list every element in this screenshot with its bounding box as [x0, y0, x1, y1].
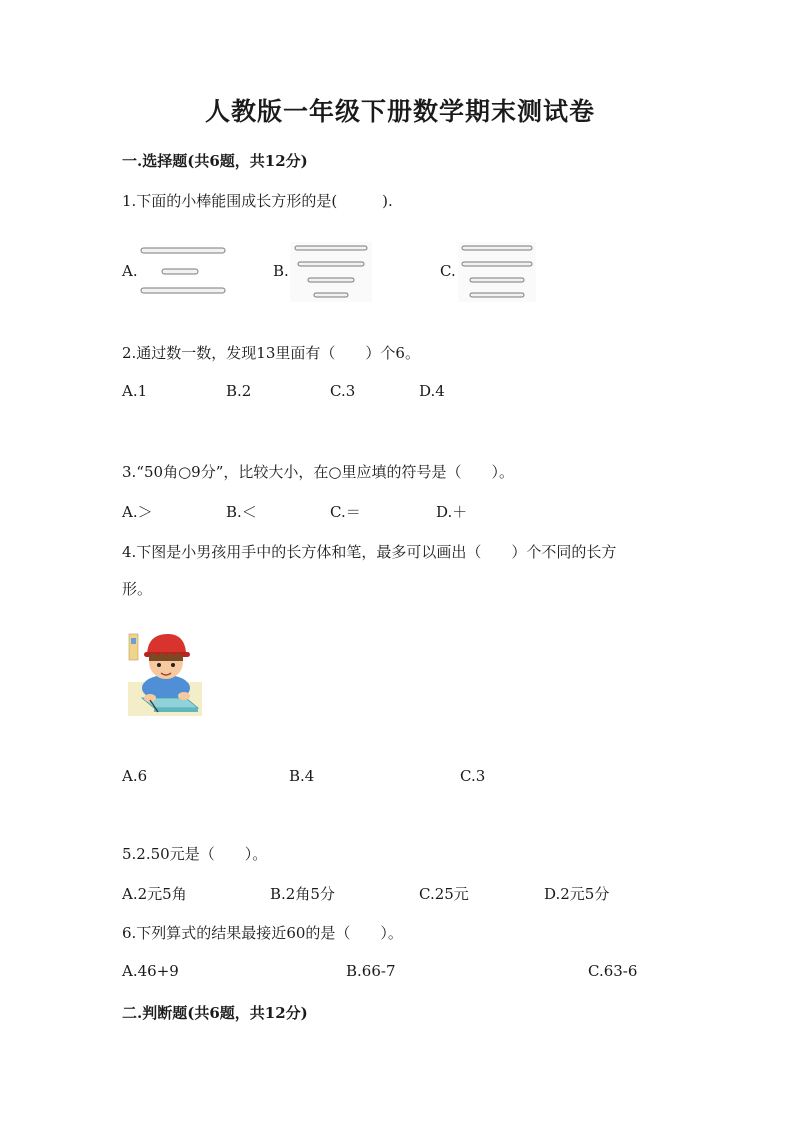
q5-option-c: C.25元: [419, 885, 469, 903]
q1-option-a-label: A.: [122, 262, 138, 280]
q1-option-c-label: C.: [440, 262, 456, 280]
q2-option-d: D.4: [419, 382, 445, 400]
q5-option-a: A.2元5角: [122, 885, 187, 903]
question-5: 5.2.50元是（ ）。: [122, 845, 268, 863]
question-6: 6.下列算式的结果最接近60的是（ ）。: [122, 924, 403, 942]
question-3: 3.“50角○9分”，比较大小，在○里应填的符号是（ ）。: [122, 463, 514, 481]
sticks-figure-a: [138, 244, 228, 298]
question-1: 1.下面的小棒能围成长方形的是( ).: [122, 192, 393, 210]
question-4-line-2: 形。: [122, 580, 153, 598]
q3-option-d: D.＋: [436, 503, 468, 521]
q3-option-a: A.＞: [122, 503, 153, 521]
q1-option-b-label: B.: [273, 262, 289, 280]
q2-option-a: A.1: [122, 382, 148, 400]
q5-option-b: B.2角5分: [270, 885, 335, 903]
section-choice-heading: 一.选择题(共6题，共12分): [122, 152, 308, 170]
q5-option-d: D.2元5分: [544, 885, 610, 903]
q4-option-c: C.3: [460, 767, 486, 785]
q6-option-c: C.63-6: [588, 962, 638, 980]
q3-option-b: B.＜: [226, 503, 257, 521]
sticks-figure-c: [458, 242, 536, 302]
q4-option-b: B.4: [289, 767, 315, 785]
q2-option-b: B.2: [226, 382, 252, 400]
boy-with-box-illustration: [128, 628, 202, 716]
question-4-line-1: 4.下图是小男孩用手中的长方体和笔，最多可以画出（ ）个不同的长方: [122, 543, 617, 561]
question-2: 2.通过数一数，发现13里面有（ ）个6。: [122, 344, 420, 362]
q6-option-b: B.66-7: [346, 962, 396, 980]
q4-option-a: A.6: [122, 767, 148, 785]
sticks-figure-b: [290, 242, 372, 302]
q3-option-c: C.＝: [330, 503, 361, 521]
q6-option-a: A.46+9: [122, 962, 179, 980]
section-judgement-heading: 二.判断题(共6题，共12分): [122, 1004, 308, 1022]
page-title: 人教版一年级下册数学期末测试卷: [204, 97, 595, 126]
q2-option-c: C.3: [330, 382, 356, 400]
